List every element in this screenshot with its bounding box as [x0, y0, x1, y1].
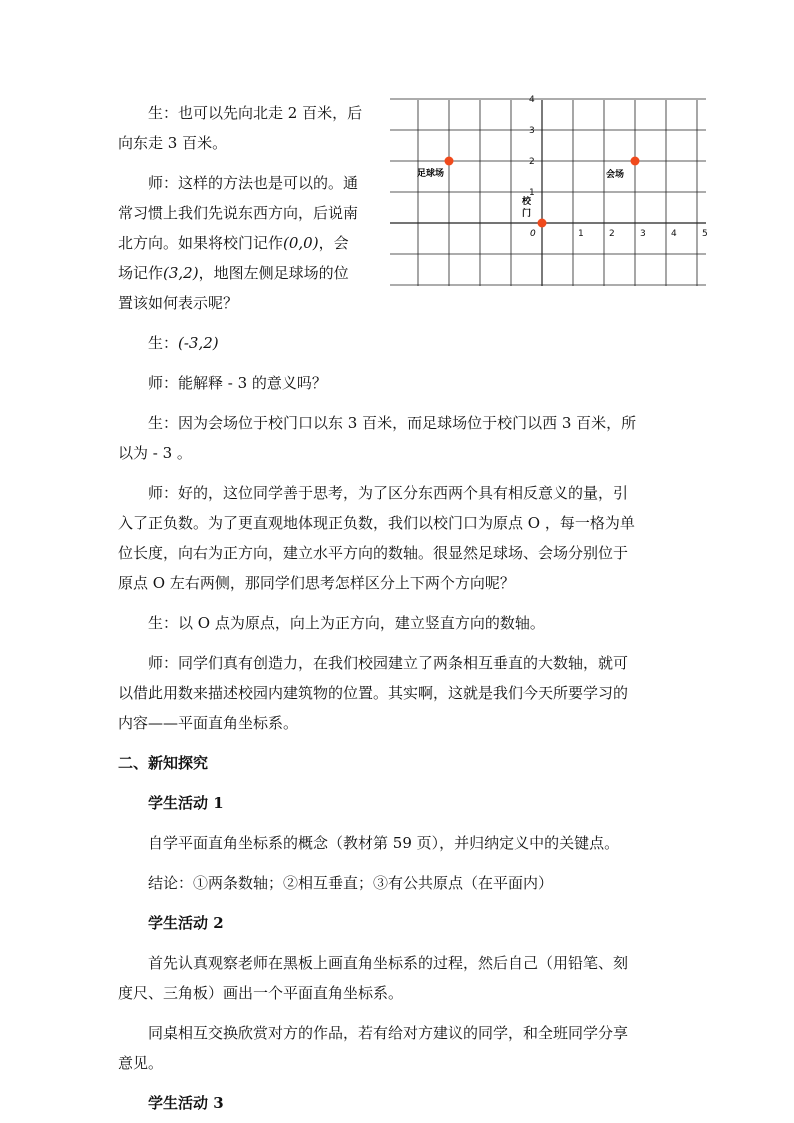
school-gate-char1: 校 — [522, 197, 532, 207]
origin-label: 0 — [530, 229, 536, 239]
p2-line4 — [118, 258, 349, 288]
y-tick-label: 2 — [529, 157, 535, 167]
p6-line3 — [118, 538, 628, 568]
p8-line2 — [118, 678, 628, 708]
dialog-student-east-west — [148, 408, 636, 438]
p2-line4a: 场记作 — [118, 264, 164, 282]
football-point — [445, 157, 454, 166]
p6-line2-text: 入了正负数。为了更直观地体现正负数，我们以校门口为原点 O ，每一格为单 — [118, 514, 635, 532]
venue-label: 会场 — [606, 170, 625, 180]
school-gate-point — [538, 219, 547, 228]
p6-line2 — [118, 508, 635, 538]
p2-line5-text: 置该如何表示呢？ — [118, 294, 239, 312]
activity-3-heading — [148, 1088, 224, 1118]
dialog-teacher-explain — [148, 368, 327, 398]
coordinate-map-figure — [388, 96, 706, 290]
p8-line3-text: 内容——平面直角坐标系。 — [118, 714, 299, 732]
p5-line2 — [118, 438, 192, 468]
p2-line2-text: 常习惯上我们先说东西方向，后说南 — [118, 204, 359, 222]
coordinate-grid — [388, 96, 706, 290]
act2b-line1 — [148, 1018, 628, 1048]
p7-text: 生：以 O 点为原点，向上为正方向，建立竖直方向的数轴。 — [148, 614, 545, 632]
p6-line1-text: 师：好的，这位同学善于思考，为了区分东西两个具有相反意义的量，引 — [148, 484, 629, 502]
act2-text: 学生活动 2 — [148, 914, 224, 932]
section2-text: 二、新知探究 — [118, 754, 209, 772]
act2-line2 — [118, 978, 403, 1008]
p1-line2-text: 向东走 3 百米。 — [118, 134, 228, 152]
activity-2-heading — [148, 908, 224, 938]
x-tick-label: 3 — [640, 229, 646, 239]
act2-line1-text: 首先认真观察老师在黑板上画直角坐标系的过程，然后自己（用铅笔、刻 — [148, 954, 629, 972]
act2-line1 — [148, 948, 628, 978]
act2b-line2-text: 意见。 — [118, 1054, 164, 1072]
p2-line3a: 北方向。如果将校门记作 — [118, 234, 284, 252]
p6-line1 — [148, 478, 628, 508]
dialog-student-north — [118, 98, 386, 128]
p5-line1: 生：因为会场位于校门口以东 3 百米，而足球场位于校门以西 3 百米，所 — [148, 414, 637, 432]
act2-line2-text: 度尺、三角板）画出一个平面直角坐标系。 — [118, 984, 404, 1002]
section-heading-new-knowledge — [118, 748, 208, 778]
school-gate-label — [521, 195, 534, 219]
y-tick-label: 4 — [529, 95, 535, 105]
p5-line2-text: 以为 - 3 。 — [118, 444, 192, 462]
p2-line2 — [118, 198, 358, 228]
p8-line2-text: 以借此用数来描述校园内建筑物的位置。其实啊，这就是我们今天所要学习的 — [118, 684, 629, 702]
venue-point — [631, 157, 640, 166]
dialog-student-vertical — [148, 608, 545, 638]
p6-line4 — [118, 568, 515, 598]
dialog-student-answer — [148, 328, 219, 358]
p8-line1 — [148, 648, 628, 678]
p1-line1: 生：也可以先向北走 2 百米，后 — [148, 104, 363, 122]
act1-text: 学生活动 1 — [148, 794, 224, 812]
p2-line1: 师：这样的方法也是可以的。通 — [148, 174, 359, 192]
x-tick-label: 2 — [609, 229, 615, 239]
activity-1-heading — [148, 788, 224, 818]
act2b-line2 — [118, 1048, 163, 1078]
x-tick-label: 5 — [702, 229, 708, 239]
act1-task-text: 自学平面直角坐标系的概念（教材第 59 页），并归纳定义中的关键点。 — [148, 834, 620, 852]
x-tick-label: 4 — [671, 229, 677, 239]
y-tick-label: 1 — [529, 188, 535, 198]
school-gate-char2: 门 — [522, 209, 532, 219]
dialog-teacher-method — [118, 168, 386, 198]
p3-prefix: 生： — [148, 334, 179, 352]
p8-line1-text: 师：同学们真有创造力，在我们校园建立了两条相互垂直的大数轴，就可 — [148, 654, 629, 672]
act3-text: 学生活动 3 — [148, 1094, 224, 1112]
y-tick-label: 3 — [529, 126, 535, 136]
act1-conclusion-text: 结论：①两条数轴；②相互垂直；③有公共原点（在平面内） — [148, 874, 554, 892]
act2b-line1-text: 同桌相互交换欣赏对方的作品，若有给对方建议的同学，和全班同学分享 — [148, 1024, 629, 1042]
activity-1-task — [148, 828, 619, 858]
activity-1-conclusion — [148, 868, 553, 898]
p6-line3-text: 位长度，向右为正方向，建立水平方向的数轴。很显然足球场、会场分别位于 — [118, 544, 629, 562]
p2-line4c: ，地图左侧足球场的位 — [198, 264, 349, 282]
football-label: 足球场 — [417, 169, 445, 179]
venue-coord: (3,2) — [163, 264, 199, 282]
p8-line3 — [118, 708, 298, 738]
x-tick-label: 1 — [578, 229, 584, 239]
football-coord: (-3,2) — [178, 334, 219, 352]
p2-line3c: ，会 — [318, 234, 349, 252]
p2-line5 — [118, 288, 238, 318]
p2-line3 — [118, 228, 349, 258]
gate-coord: (0,0) — [283, 234, 319, 252]
p6-line4-text: 原点 O 左右两侧，那同学们思考怎样区分上下两个方向呢？ — [118, 574, 515, 592]
p4-text: 师：能解释 - 3 的意义吗？ — [148, 374, 327, 392]
p1-line2 — [118, 128, 227, 158]
